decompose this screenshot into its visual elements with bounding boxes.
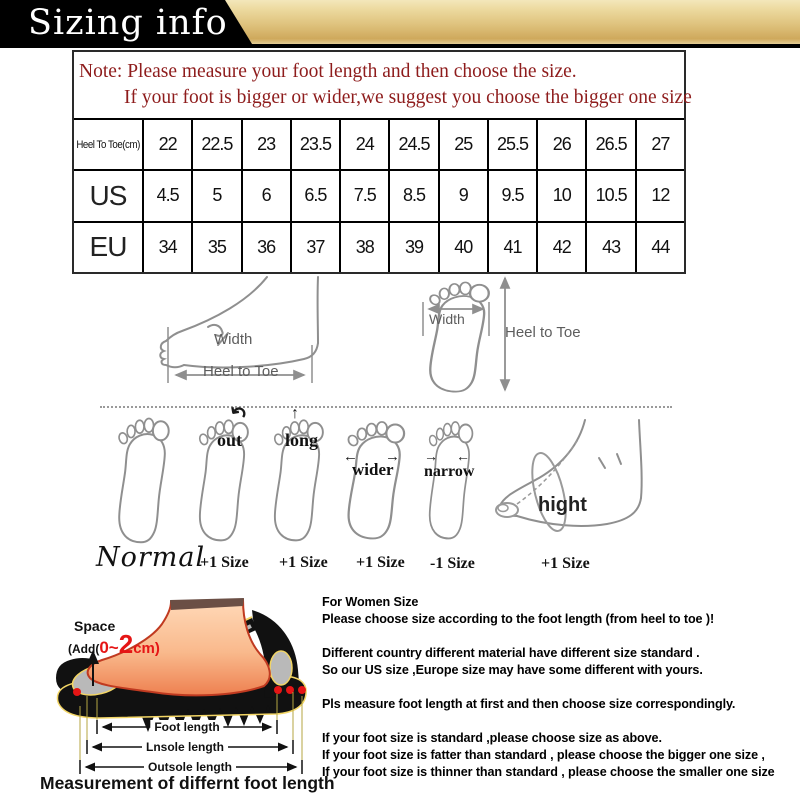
- size-hight: +1 Size: [541, 555, 590, 572]
- table-cell: 7.5: [341, 171, 388, 220]
- note-text: [74, 52, 692, 125]
- table-cell: 36: [243, 223, 290, 272]
- table-cell: 26.5: [587, 120, 634, 169]
- info-line: So our US size ,Europe size may have some different with yours.: [322, 663, 703, 677]
- table-cell: 9.5: [489, 171, 536, 220]
- info-text-block: [322, 594, 798, 781]
- table-cell: 8.5: [390, 171, 437, 220]
- table-cell: 5: [193, 171, 240, 220]
- space-big-number: 2: [118, 629, 134, 659]
- table-cell: 10: [538, 171, 585, 220]
- info-line: [322, 628, 798, 645]
- row-header-heel-to-toe: Heel To Toe(cm): [74, 120, 142, 169]
- table-cell: 38: [341, 223, 388, 272]
- table-cell: 22: [144, 120, 191, 169]
- info-line: [322, 713, 798, 730]
- space-add-prefix: (Add(: [68, 642, 100, 656]
- space-add-label: [68, 629, 160, 659]
- wider-left-arrow-icon: ←: [343, 448, 358, 465]
- info-line: Please choose size according to the foot length (from heel to toe )!: [322, 612, 715, 626]
- label-normal: Normal: [96, 542, 206, 573]
- info-line: For Women Size: [322, 595, 419, 609]
- outsole-length-label: Outsole length: [144, 760, 236, 774]
- out-curve-arrow-icon: ↶: [223, 400, 251, 428]
- info-line: If your foot size is fatter than standard , please choose the bigger one size ,: [322, 748, 765, 762]
- space-range: 0~: [99, 638, 119, 657]
- table-cell: 42: [538, 223, 585, 272]
- size-out: +1 Size: [200, 554, 249, 571]
- insole-length-label: Lnsole length: [142, 740, 228, 754]
- table-cell: 24.5: [390, 120, 437, 169]
- table-cell: 22.5: [193, 120, 240, 169]
- table-cell: 34: [144, 223, 191, 272]
- table-cell: 44: [637, 223, 684, 272]
- gold-ribbon: [225, 0, 800, 44]
- table-row-heel-to-toe: [74, 120, 684, 169]
- annotation-hight: hight: [538, 494, 587, 516]
- table-cell: 25: [440, 120, 487, 169]
- header-bar: [0, 0, 800, 48]
- note-table-box: [72, 50, 692, 274]
- table-cell: 9: [440, 171, 487, 220]
- table-cell: 41: [489, 223, 536, 272]
- foot-hight: [487, 416, 655, 548]
- table-cell: 6: [243, 171, 290, 220]
- info-line: [322, 679, 798, 696]
- info-line: Pls measure foot length at first and then choose size correspondingly.: [322, 697, 736, 711]
- table-cell: 4.5: [144, 171, 191, 220]
- table-cell: 43: [587, 223, 634, 272]
- table-cell: 23: [243, 120, 290, 169]
- row-header-eu: EU: [74, 223, 142, 272]
- page-title: Sizing info: [28, 3, 228, 43]
- table-row-us: [74, 171, 684, 220]
- table-cell: 40: [440, 223, 487, 272]
- row-header-us: US: [74, 171, 142, 220]
- foot-normal: [108, 409, 174, 545]
- diagram-caption: Measurement of differnt foot length: [40, 773, 335, 793]
- annotation-out: out: [217, 430, 243, 450]
- side-width-label: Width: [214, 331, 253, 348]
- wider-right-arrow-icon: →: [385, 448, 400, 465]
- foot-length-label: Foot length: [150, 720, 223, 734]
- size-table: [74, 118, 684, 272]
- top-length-label: Heel to Toe: [505, 324, 581, 341]
- table-cell: 25.5: [489, 120, 536, 169]
- table-cell: 35: [193, 223, 240, 272]
- annotation-long: long: [285, 430, 319, 450]
- info-line: If your foot size is thinner than standard , please choose the smaller one size: [322, 765, 775, 779]
- table-row-eu: [74, 223, 684, 272]
- table-cell: 39: [390, 223, 437, 272]
- table-cell: 23.5: [292, 120, 339, 169]
- table-cell: 27: [637, 120, 684, 169]
- annotation-narrow: narrow: [424, 463, 475, 480]
- note-line-1: Note: Please measure your foot length and then choose the size.: [79, 61, 577, 82]
- table-cell: 10.5: [587, 171, 634, 220]
- narrow-right-arrow-icon: →: [424, 448, 438, 464]
- table-cell: 37: [292, 223, 339, 272]
- table-cell: 24: [341, 120, 388, 169]
- top-width-label: Width: [429, 311, 465, 327]
- size-long: +1 Size: [279, 554, 328, 571]
- annotation-wider: wider: [352, 460, 394, 479]
- side-length-label: Heel to Toe: [203, 363, 279, 380]
- size-narrow: -1 Size: [430, 555, 475, 572]
- table-cell: 12: [637, 171, 684, 220]
- table-cell: 6.5: [292, 171, 339, 220]
- space-unit: cm): [133, 640, 160, 657]
- info-line: If your foot size is standard ,please choose size as above.: [322, 731, 662, 745]
- long-up-arrow-icon: ↑: [291, 405, 299, 422]
- narrow-left-arrow-icon: ←: [456, 448, 470, 464]
- table-cell: 26: [538, 120, 585, 169]
- info-line: Different country different material have different size standard .: [322, 646, 700, 660]
- note-line-2: If your foot is bigger or wider,we suggest you choose the bigger one size: [124, 87, 692, 108]
- space-label: Space: [74, 618, 116, 634]
- dotted-baseline: [100, 406, 672, 408]
- size-wider: +1 Size: [356, 554, 405, 571]
